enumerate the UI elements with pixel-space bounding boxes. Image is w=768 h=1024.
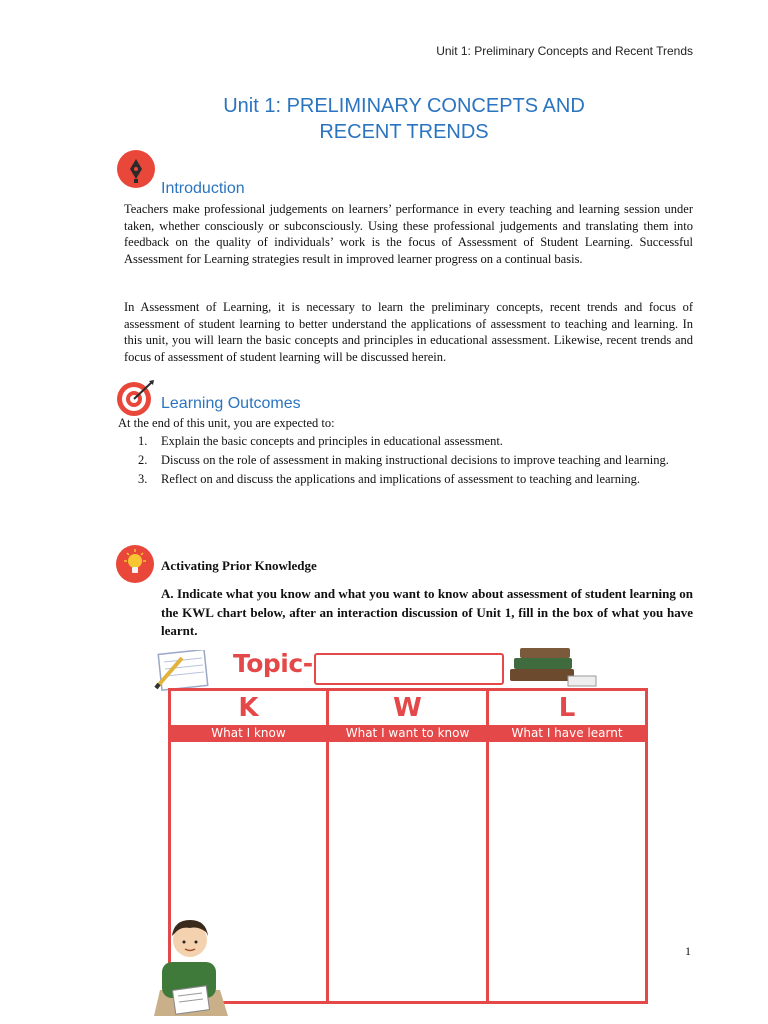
list-item-number: 1.	[138, 434, 148, 448]
introduction-paragraph-1: Teachers make professional judgements on learners’ performance in every teaching and learning session under taken, whether consciously or subconsciously. Using these professional judgements and translating them into feedback on the quality of individuals’ work is the focus of Assessment of Student Learning. Successful Assessment for Learning strategies result in improved learner progress on a continual basis.	[124, 202, 693, 266]
kwl-chart	[168, 688, 648, 1004]
learning-outcomes-lead: At the end of this unit, you are expected to:	[118, 416, 335, 430]
kwl-letter-w: W	[393, 693, 422, 723]
kwl-column-l	[489, 691, 645, 1001]
student-writing-illustration	[150, 912, 230, 1023]
running-header: Unit 1: Preliminary Concepts and Recent Trends	[436, 44, 693, 58]
list-item-number: 3.	[138, 472, 148, 486]
kwl-caption-w: What I want to know	[329, 725, 486, 742]
list-item-number: 2.	[138, 453, 148, 467]
kwl-letter-k: K	[238, 693, 259, 723]
pen-nib-icon	[117, 150, 155, 188]
kwl-letter-l: L	[558, 693, 576, 723]
list-item-text: Discuss on the role of assessment in making instructional decisions to improve teaching and learning.	[161, 453, 669, 467]
page-title-line-2: RECENT TRENDS	[319, 121, 489, 143]
activating-prior-knowledge-heading: Activating Prior Knowledge	[161, 558, 317, 573]
target-icon	[116, 378, 154, 416]
introduction-paragraph-2: In Assessment of Learning, it is necessary to learn the preliminary concepts, recent trends and focus of assessment of student learning to better understand the applications of assessment to teaching and learning. In this unit, you will learn the basic concepts and principles in educational assessment. Likewise, recent trends and focus of assessment of student learning will be discussed herein.	[124, 300, 693, 364]
kwl-column-w	[329, 691, 489, 1001]
list-item	[136, 470, 693, 489]
page-title-line-1: Unit 1: PRELIMINARY CONCEPTS AND	[223, 95, 585, 117]
learning-outcomes-list	[136, 432, 693, 489]
kwl-caption-k: What I know	[171, 725, 326, 742]
kwl-caption-l: What I have learnt	[489, 725, 645, 742]
kwl-topic-label: Topic-	[233, 649, 313, 678]
kwl-topic-input[interactable]	[314, 653, 504, 685]
learning-outcomes-heading: Learning Outcomes	[161, 395, 301, 412]
page-title	[0, 93, 768, 145]
kwl-instruction: A. Indicate what you know and what you want to know about assessment of student learning on the KWL chart below, after an interaction discussion of Unit 1, fill in the box of what you have learnt.	[161, 586, 693, 638]
list-item	[136, 451, 693, 470]
lightbulb-icon	[116, 545, 154, 583]
list-item-text: Explain the basic concepts and principles in educational assessment.	[161, 434, 503, 448]
page-number: 1	[685, 944, 691, 958]
list-item	[136, 432, 693, 451]
introduction-heading: Introduction	[161, 180, 245, 197]
list-item-text: Reflect on and discuss the applications and implications of assessment to teaching and learning.	[161, 472, 641, 486]
